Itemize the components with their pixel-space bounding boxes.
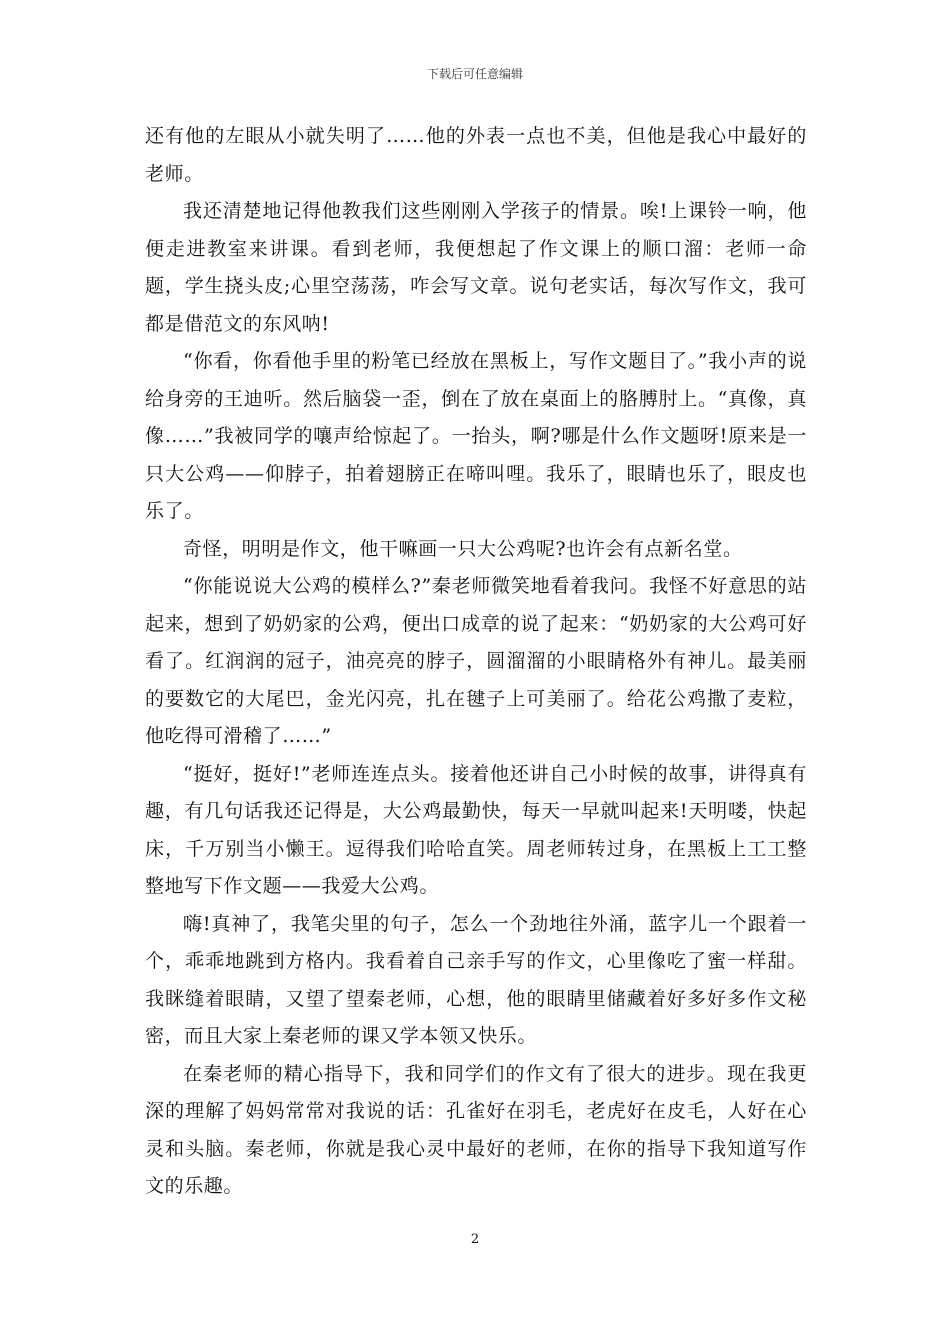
paragraph-4: 奇怪，明明是作文，他干嘛画一只大公鸡呢?也许会有点新名堂。 [183, 537, 743, 560]
paragraph-3: “你看，你看他手里的粉笔已经放在黑板上，写作文题目了。”我小声的说给身旁的王迪听。然后脑袋一歪，倒在了放在桌面上的胳膊肘上。“真像，真像……”我被同学的嚷声给惊起了。一抬头，啊?哪是什么作文题呀!原来是一只大公鸡——仰脖子，拍着翅膀正在啼叫哩。我乐了，眼睛也乐了，眼皮也乐了。 [145, 350, 807, 522]
page-number: 2 [470, 1232, 480, 1247]
paragraph-2: 我还清楚地记得他教我们这些刚刚入学孩子的情景。唉!上课铃一响，他便走进教室来讲课。看到老师，我便想起了作文课上的顺口溜：老师一命题，学生挠头皮;心里空荡荡，咋会写文章。说句老实话，每次写作文，我可都是借范文的东风呐! [145, 200, 807, 335]
page-header: 下载后可任意编辑 [426, 67, 523, 81]
paragraph-6: “挺好，挺好!”老师连连点头。接着他还讲自己小时候的故事，讲得真有趣，有几句话我还记得是，大公鸡最勤快，每天一早就叫起来!天明喽，快起床，千万别当小懒王。逗得我们哈哈直笑。周老师转过身，在黑板上工工整整地写下作文题——我爱大公鸡。 [145, 762, 807, 897]
document-body [145, 118, 807, 1206]
paragraph-7: 嗨!真神了，我笔尖里的句子，怎么一个劲地往外涌，蓝字儿一个跟着一个，乖乖地跳到方格内。我看着自己亲手写的作文，心里像吃了蜜一样甜。我眯缝着眼睛，又望了望秦老师，心想，他的眼睛里储藏着好多好多作文秘密，而且大家上秦老师的课又学本领又快乐。 [145, 912, 807, 1047]
paragraph-1: 还有他的左眼从小就失明了……他的外表一点也不美，但他是我心中最好的老师。 [145, 125, 807, 185]
paragraph-8: 在秦老师的精心指导下，我和同学们的作文有了很大的进步。现在我更深的理解了妈妈常常对我说的话：孔雀好在羽毛，老虎好在皮毛，人好在心灵和头脑。秦老师，你就是我心灵中最好的老师，在你的指导下我知道写作文的乐趣。 [145, 1062, 807, 1197]
paragraph-5: “你能说说大公鸡的模样么?”秦老师微笑地看着我问。我怪不好意思的站起来，想到了奶奶家的公鸡，便出口成章的说了起来：“奶奶家的大公鸡可好看了。红润润的冠子，油亮亮的脖子，圆溜溜的小眼睛格外有神儿。最美丽的要数它的大尾巴，金光闪亮，扎在毽子上可美丽了。给花公鸡撒了麦粒，他吃得可滑稽了……” [145, 575, 807, 747]
